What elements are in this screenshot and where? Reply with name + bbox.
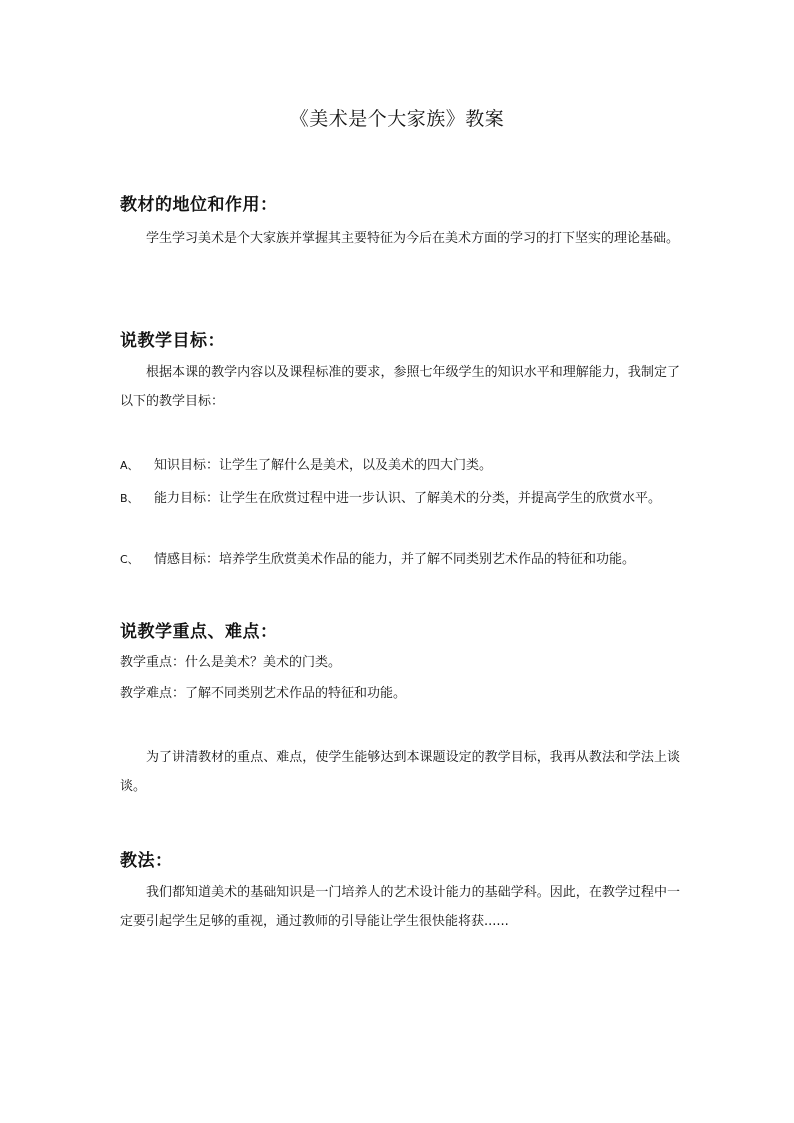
document-title: 《美术是个大家族》教案	[289, 108, 505, 130]
goal-item-a	[120, 451, 680, 480]
key-point-line: 教学重点：什么是美术？美术的门类。	[120, 655, 342, 670]
heading-key-points: 说教学重点、难点：	[120, 622, 278, 642]
paragraph-method: 我们都知道美术的基础知识是一门培养人的艺术设计能力的基础学科。因此，在教学过程中一定要引起学生足够的重视，通过教师的引导能让学生很快能将获......	[120, 885, 680, 929]
paragraph-position: 学生学习美术是个大家族并掌握其主要特征为今后在美术方面的学习的打下坚实的理论基础。	[146, 231, 680, 246]
heading-goals: 说教学目标：	[120, 331, 225, 351]
paragraph-goals-intro: 根据本课的教学内容以及课程标准的要求，参照七年级学生的知识水平和理解能力，我制定了以下的教学目标：	[120, 365, 680, 409]
heading-position: 教材的地位和作用：	[120, 195, 278, 215]
goal-item-mark: A、	[120, 459, 139, 472]
goal-item-text: 情感目标：培养学生欣赏美术作品的能力，并了解不同类别艺术作品的特征和功能。	[154, 552, 636, 567]
goal-item-c	[120, 545, 680, 574]
paragraph-transition: 为了讲清教材的重点、难点，使学生能够达到本课题设定的教学目标，我再从教法和学法上谈谈。	[120, 750, 680, 794]
heading-method: 教法：	[120, 851, 173, 871]
goal-item-mark: C、	[120, 553, 139, 566]
difficult-point-line: 教学难点：了解不同类别艺术作品的特征和功能。	[120, 686, 407, 701]
goal-item-text: 能力目标：让学生在欣赏过程中进一步认识、了解美术的分类，并提高学生的欣赏水平。	[154, 491, 662, 506]
goal-item-mark: B、	[120, 492, 139, 505]
goal-item-b	[120, 484, 680, 513]
goal-item-text: 知识目标：让学生了解什么是美术，以及美术的四大门类。	[154, 458, 493, 473]
